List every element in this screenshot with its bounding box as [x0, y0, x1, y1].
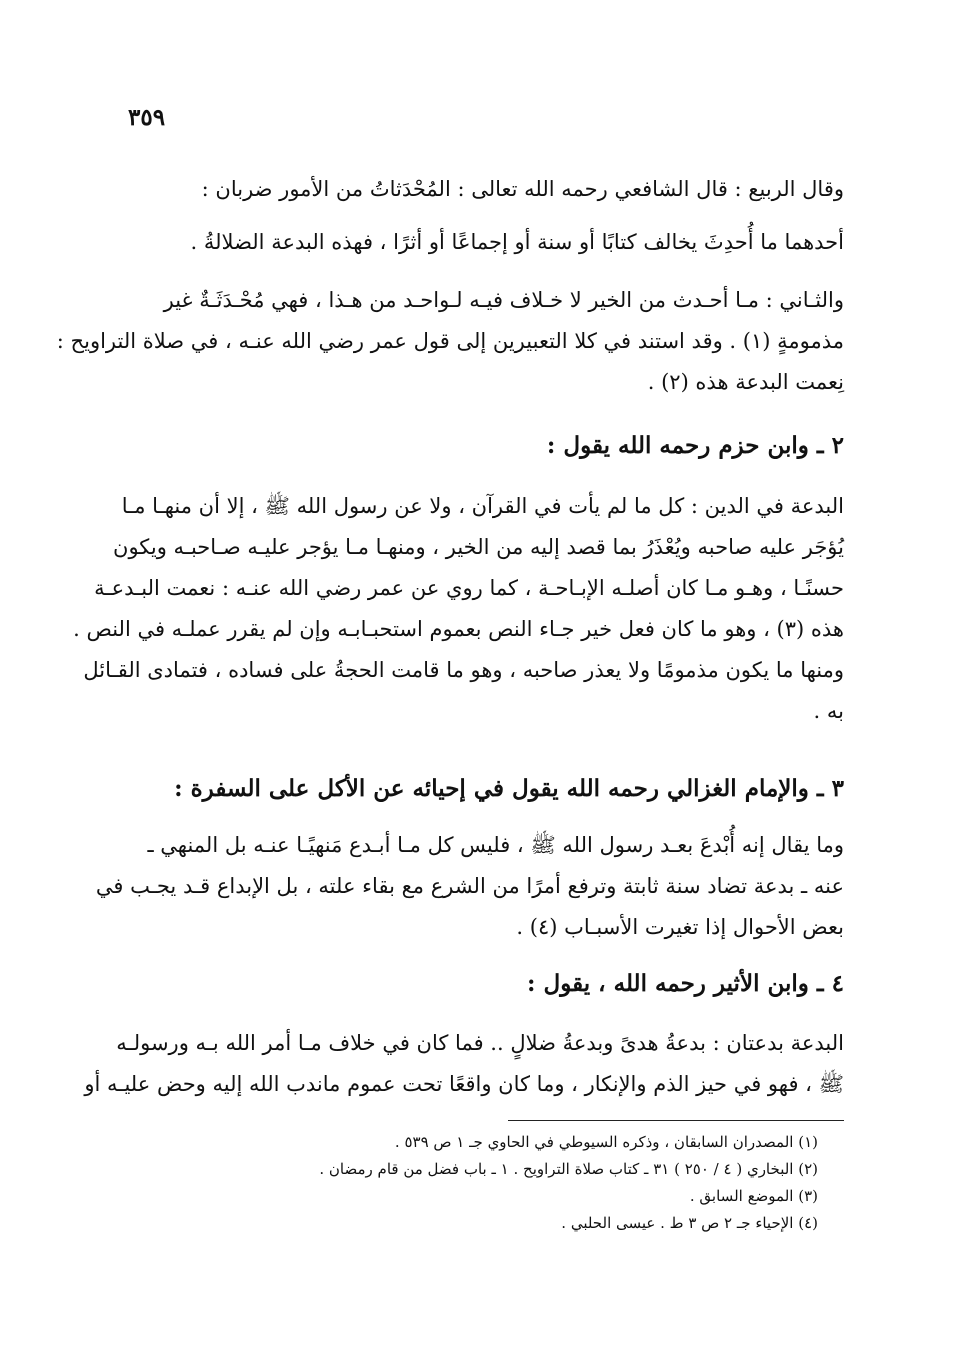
- section-heading-ibn-hazm: ٢ ـ وابن حزم رحمه الله يقول :: [546, 432, 844, 459]
- text-line: ﷺ ، فهو في حيز الذم والإنكار ، وما كان واقعًا تحت عموم ماندب الله إليه وحض عليـه أو: [84, 1072, 844, 1096]
- text-line: والثـاني : مـا أحـدث من الخير لا خـلاف فيـه لـواحـد من هـذا ، فهي مُحْـدَثَـةٌ غير: [163, 288, 844, 312]
- text-line: نِعمت البدعة هذه (٢) .: [647, 370, 844, 394]
- text-line: البدعة في الدين : كل ما لم يأت في القرآن ، ولا عن رسول الله ﷺ ، إلا أن منهـا مـا: [121, 494, 844, 518]
- text-line: هذه (٣) ، وهو ما كان فعل خير جـاء النص بعموم استحبـابـه وإن لم يقرر عملـه في النص .: [73, 617, 844, 641]
- section-body-ghazali: [95, 825, 844, 948]
- text-line: حسنًـا ، وهـو مـا كان أصلـه الإبـاحـة ، كما روي عن عمر رضي الله عنـه : نعمت البـدعـة: [94, 576, 844, 600]
- text-line: مذمومةٍ (١) . وقد استند في كلا التعبيرين إلى قول عمر رضي الله عنـه ، في صلاة التراويح :: [56, 329, 844, 353]
- paragraph-first-kind: [128, 222, 844, 263]
- footnote-2: (٢) البخاري ( ٤ / ٢٥٠ ) ٣١ ـ كتاب صلاة التراويح . ١ ـ باب فضل من قام رمضان .: [319, 1160, 818, 1178]
- footnote-1: (١) المصدران السابقان ، وذكره السيوطي في الحاوي جـ ١ ص ٥٣٩ .: [394, 1133, 818, 1151]
- text-line: عنه ـ بدعة تضاد سنة ثابتة وترفع أمرًا من الشرع مع بقاء علته ، بل الإبداع قـد يجـب في: [95, 874, 844, 898]
- text-line: ومنها ما يكون مذمومًا ولا يعذر صاحبه ، وهو ما قامت الحجةُ على فساده ، فتمادى القـائل: [83, 658, 844, 682]
- footnote-separator: [508, 1120, 844, 1121]
- footnote-4: (٤) الإحياء جـ ٢ ص ٣ ط . عيسى الحلبي .: [561, 1214, 818, 1232]
- text-line: أحدهما ما أُحدِثَ يخالف كتابًا أو سنة أو إجماعًا أو أثرًا ، فهذه البدعة الضلالةُ .: [190, 230, 844, 254]
- text-line: البدعة بدعتان : بدعةُ هدىً وبدعةُ ضلالٍ .. فما كان في خلاف مـا أمر الله بـه ورسولـه: [116, 1031, 844, 1055]
- paragraph-second-kind: [56, 280, 844, 403]
- section-heading-ghazali: ٣ ـ والإمام الغزالي رحمه الله يقول في إحيائه عن الأكل على السفرة :: [174, 775, 844, 802]
- text-line: وقال الربيع : قال الشافعي رحمه الله تعالى : المُحْدَثاتُ من الأمور ضربان :: [201, 177, 844, 201]
- paragraph-rabi: [128, 169, 844, 210]
- section-body-ibn-hazm: [73, 486, 844, 732]
- text-line: به .: [813, 699, 844, 723]
- text-line: بعض الأحوال إذا تغيرت الأسبـاب (٤) .: [516, 915, 844, 939]
- footnote-3: (٣) الموضع السابق .: [689, 1187, 818, 1205]
- page-number: ٣٥٩: [128, 104, 166, 131]
- text-line: وما يقال إنه أُبْدعَ بعـد رسول الله ﷺ ، فليس كل مـا أبـدع مَنهيًـا عنـه بل المنهي ـ: [147, 833, 844, 857]
- section-heading-ibn-athir: ٤ ـ وابن الأثير رحمه الله ، يقول :: [527, 970, 844, 997]
- section-body-ibn-athir: [84, 1023, 844, 1105]
- footnotes: [128, 1129, 818, 1237]
- text-line: يُؤجَر عليه صاحبه ويُعْذَرُ بما قصد إليه من الخير ، ومنهـا مـا يؤجر عليـه صـاحبـه ويكون: [113, 535, 844, 559]
